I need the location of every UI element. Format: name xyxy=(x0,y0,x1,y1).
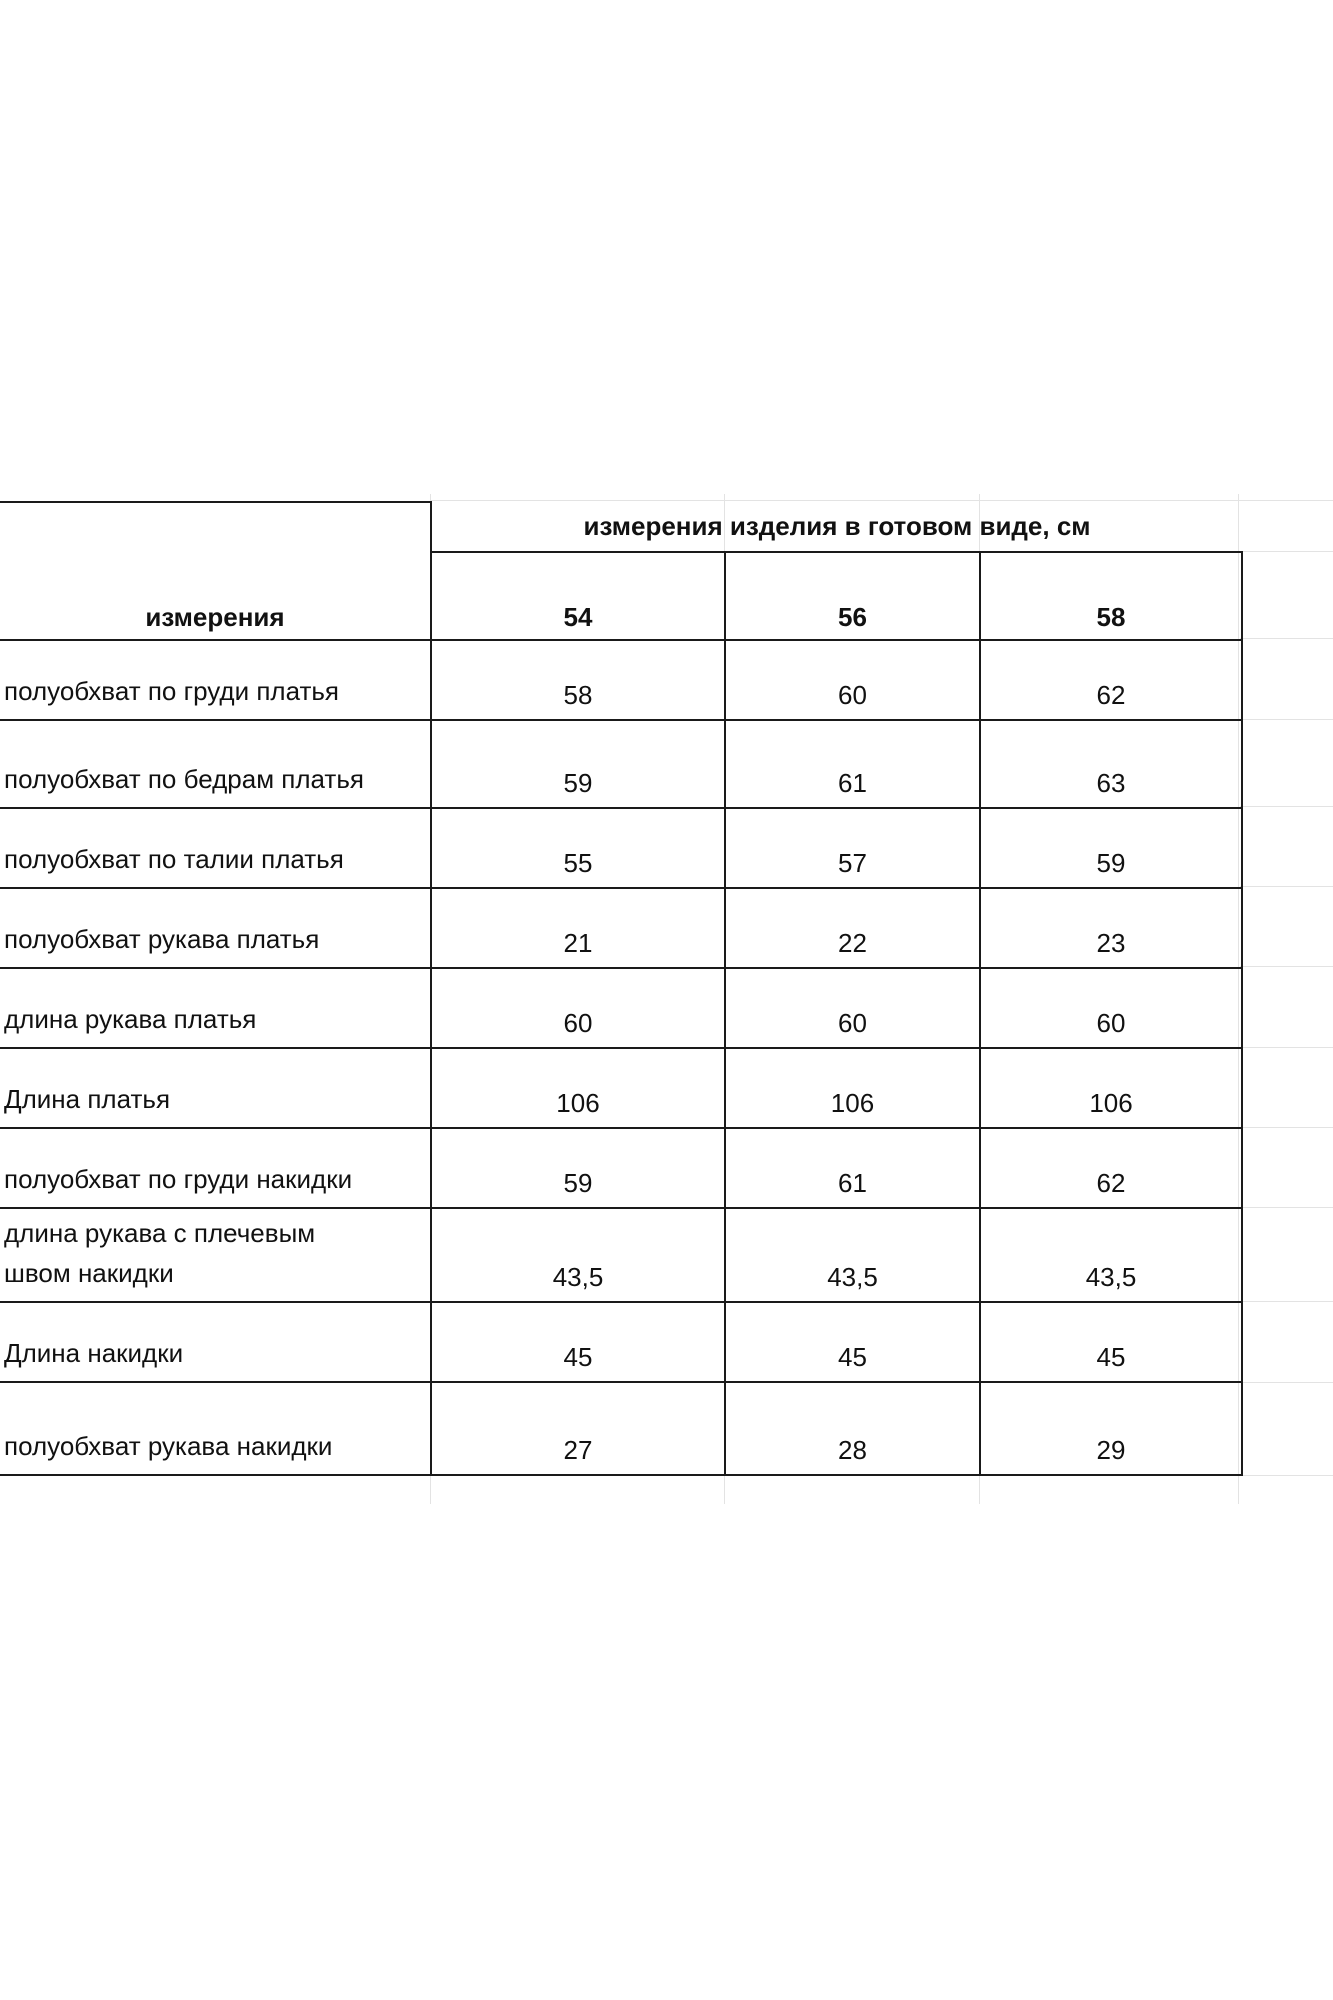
cell-value: 28 xyxy=(725,1382,980,1475)
cell-value: 62 xyxy=(980,640,1242,720)
table-row xyxy=(0,808,1242,888)
cell-value: 106 xyxy=(980,1048,1242,1128)
cell-value: 21 xyxy=(431,888,725,968)
table-row xyxy=(0,720,1242,808)
cell-value: 29 xyxy=(980,1382,1242,1475)
cell-value: 106 xyxy=(431,1048,725,1128)
gridline xyxy=(1240,1475,1333,1476)
size-header-54: 54 xyxy=(431,552,725,640)
gridline xyxy=(1240,719,1333,720)
row-label: полуобхват по бедрам платья xyxy=(0,720,431,808)
cell-value: 60 xyxy=(725,968,980,1048)
table-row xyxy=(0,968,1242,1048)
cell-value: 27 xyxy=(431,1382,725,1475)
cell-value: 61 xyxy=(725,1128,980,1208)
table-row xyxy=(0,640,1242,720)
cell-value: 60 xyxy=(725,640,980,720)
row-label: Длина платья xyxy=(0,1048,431,1128)
table-row xyxy=(0,1128,1242,1208)
row-label: полуобхват по груди платья xyxy=(0,640,431,720)
row-label xyxy=(0,1208,431,1302)
cell-value: 45 xyxy=(980,1302,1242,1382)
row-label: Длина накидки xyxy=(0,1302,431,1382)
cell-value: 43,5 xyxy=(980,1208,1242,1302)
cell-value: 62 xyxy=(980,1128,1242,1208)
cell-value: 106 xyxy=(725,1048,980,1128)
cell-value: 61 xyxy=(725,720,980,808)
label-header: измерения xyxy=(0,502,431,640)
gridline xyxy=(1240,806,1333,807)
cell-value: 57 xyxy=(725,808,980,888)
gridline xyxy=(1240,638,1333,639)
cell-value: 23 xyxy=(980,888,1242,968)
size-table xyxy=(0,501,1243,1476)
gridline xyxy=(1240,1301,1333,1302)
row-label: длина рукава платья xyxy=(0,968,431,1048)
gridline xyxy=(1240,551,1333,552)
table-row xyxy=(0,1048,1242,1128)
row-label: полуобхват рукава платья xyxy=(0,888,431,968)
table-row xyxy=(0,1208,1242,1302)
cell-value: 45 xyxy=(725,1302,980,1382)
row-label-text: длина рукава с плечевым швом накидки xyxy=(4,1218,316,1288)
row-label: полуобхват по талии платья xyxy=(0,808,431,888)
cell-value: 58 xyxy=(431,640,725,720)
cell-value: 59 xyxy=(431,720,725,808)
table-row xyxy=(0,1382,1242,1475)
row-label: полуобхват рукава накидки xyxy=(0,1382,431,1475)
row-label: полуобхват по груди накидки xyxy=(0,1128,431,1208)
cell-value: 63 xyxy=(980,720,1242,808)
table-row xyxy=(0,888,1242,968)
gridline xyxy=(1240,886,1333,887)
cell-value: 59 xyxy=(431,1128,725,1208)
cell-value: 60 xyxy=(431,968,725,1048)
gridline xyxy=(1240,1127,1333,1128)
cell-value: 59 xyxy=(980,808,1242,888)
cell-value: 45 xyxy=(431,1302,725,1382)
cell-value: 60 xyxy=(980,968,1242,1048)
cell-value: 43,5 xyxy=(431,1208,725,1302)
group-header: измерения изделия в готовом виде, см xyxy=(431,502,1242,552)
cell-value: 22 xyxy=(725,888,980,968)
table-row xyxy=(0,1302,1242,1382)
gridline xyxy=(1240,1382,1333,1383)
gridline xyxy=(1240,966,1333,967)
size-header-56: 56 xyxy=(725,552,980,640)
gridline xyxy=(1240,1047,1333,1048)
cell-value: 43,5 xyxy=(725,1208,980,1302)
size-header-58: 58 xyxy=(980,552,1242,640)
cell-value: 55 xyxy=(431,808,725,888)
gridline xyxy=(1240,1207,1333,1208)
